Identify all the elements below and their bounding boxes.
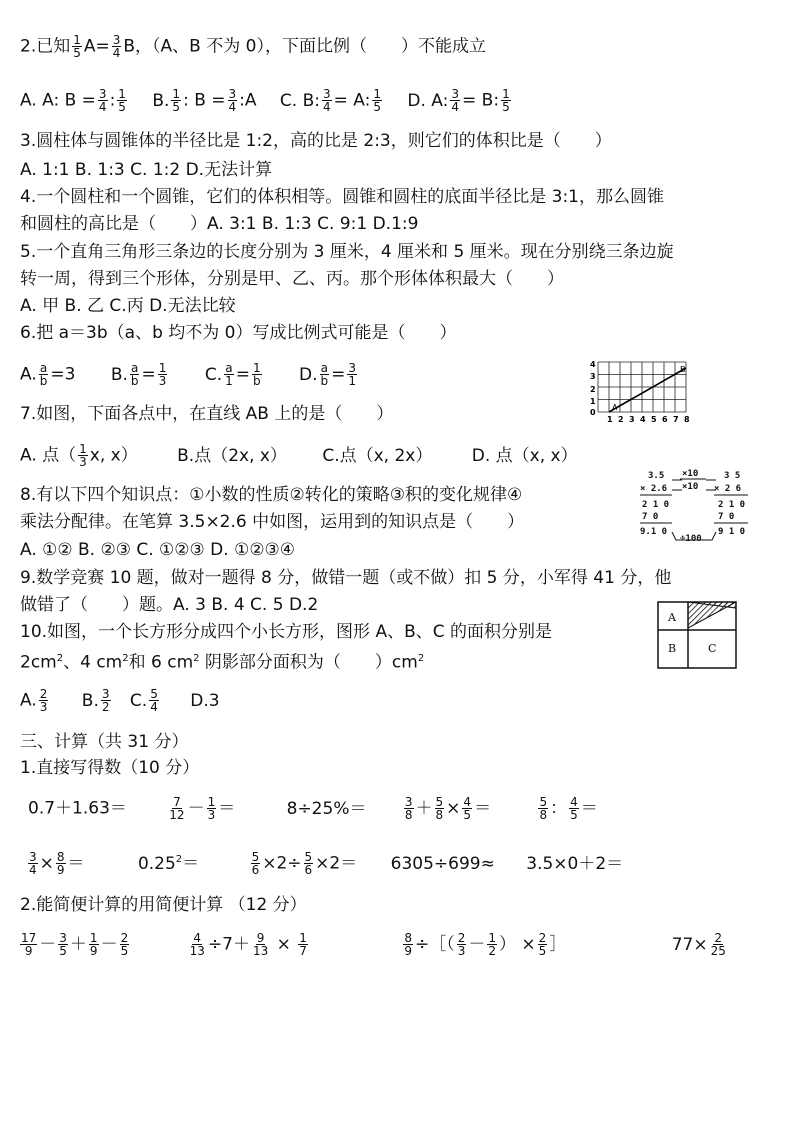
svg-text:×10: ×10 xyxy=(682,482,699,492)
multiplication-figure xyxy=(636,466,756,548)
svg-text:7: 7 xyxy=(673,415,679,424)
svg-text:7 0: 7 0 xyxy=(642,512,659,522)
question-10-options: A. $\frac{2}{3}$ B. $\frac{3}{2}$ C. $\frac{5}{4}$ D.3 xyxy=(20,687,220,714)
region-c-label: C xyxy=(708,642,717,655)
svg-text:9.1 0: 9.1 0 xyxy=(640,527,668,537)
calc-row-2: $\frac{3}{4}$ × $\frac{8}{9}$ ＝ $0.25^2=$ $\frac{5}{6}$ ×2÷ $\frac{5}{6}$ ×2＝ 6305÷699≈ 3.5×0＋2＝ xyxy=(29,850,624,878)
question-4-line1: 4.一个圆柱和一个圆锥，它们的体积相等。圆锥和圆柱的底面半径比是 3:1，那么圆锥 xyxy=(20,187,664,207)
svg-text:÷100: ÷100 xyxy=(680,534,702,544)
question-8-line2: 乘法分配律。在笔算 3.5×2.6 中如图，运用到的知识点是（ ） xyxy=(20,512,525,532)
section-3-title: 三、计算（共 31 分） xyxy=(20,732,189,752)
rectangle-figure xyxy=(656,600,738,670)
part-2-title: 2.能简便计算的用简便计算 （12 分） xyxy=(20,895,307,915)
part-1-title: 1.直接写得数（10 分） xyxy=(20,758,200,778)
svg-text:2: 2 xyxy=(590,385,596,394)
point-a-label: A xyxy=(612,403,618,412)
question-6-stem: 6.把 a＝3b（a、b 均不为 0）写成比例式可能是（ ） xyxy=(20,323,457,343)
svg-text:0: 0 xyxy=(590,408,596,417)
svg-text:3: 3 xyxy=(629,415,635,424)
region-b-label: B xyxy=(668,642,677,655)
svg-text:2 1 0: 2 1 0 xyxy=(642,500,670,510)
svg-text:7 0: 7 0 xyxy=(718,512,735,522)
question-7-stem: 7.如图，下面各点中，在直线 AB 上的是（ ） xyxy=(20,404,394,424)
svg-text:3 5: 3 5 xyxy=(724,471,741,481)
svg-text:6: 6 xyxy=(662,415,668,424)
question-7-options: A. 点（ $\frac{1}{3}$ x, x） B.点（2x, x） C.点（x, 2x） D. 点（x, x） xyxy=(20,442,578,469)
question-8-line1: 8.有以下四个知识点：①小数的性质②转化的策略③积的变化规律④ xyxy=(20,485,523,505)
coordinate-grid-figure xyxy=(588,358,698,424)
question-9-line1: 9.数学竞赛 10 题，做对一题得 8 分，做错一题（或不做）扣 5 分，小军得 41 分，他 xyxy=(20,568,672,588)
fraction: $\frac{3}{4}$ xyxy=(112,33,121,60)
svg-text:× 2.6: × 2.6 xyxy=(640,484,668,494)
svg-text:1: 1 xyxy=(607,415,613,424)
question-10-line1: 10.如图，一个长方形分成四个小长方形，图形 A、B、C 的面积分别是 xyxy=(20,622,553,642)
question-4-line2: 和圆柱的高比是（ ）A. 3:1 B. 1:3 C. 9:1 D.1:9 xyxy=(20,214,419,234)
svg-text:3.5: 3.5 xyxy=(648,471,665,481)
svg-text:2: 2 xyxy=(618,415,624,424)
question-5-options: A. 甲 B. 乙 C.丙 D.无法比较 xyxy=(20,296,236,316)
svg-text:2 1 0: 2 1 0 xyxy=(718,500,746,510)
svg-text:8: 8 xyxy=(684,415,690,424)
question-10-line2: $2cm^2$、4 $cm^2$和 6 $cm^2$ 阴影部分面积为（ ）$cm^2$ xyxy=(20,652,425,673)
question-5-line1: 5.一个直角三角形三条边的长度分别为 3 厘米，4 厘米和 5 厘米。现在分别绕三条边旋 xyxy=(20,242,674,262)
calc-row-1: 0.7＋1.63＝ $\frac{7}{12}$ － $\frac{1}{3}$ ＝ 8÷25%＝ $\frac{3}{8}$ ＋ $\frac{5}{8}$ × $\frac{4}{5}$ ＝ $\frac{5}{8}$ ： $\frac{4}{5}$ ＝ xyxy=(28,795,598,822)
question-6-options: A. $\frac{a}{b}$ =3 B. $\frac{a}{b}$ = $\frac{1}{3}$ C. $\frac{a}{1}$ = $\frac{1}{b}$ D. $\frac{a}{b}$ = $\frac{3}{1}$ xyxy=(20,361,357,388)
svg-text:9 1 0: 9 1 0 xyxy=(718,527,746,537)
region-a-label: A xyxy=(668,611,676,624)
svg-text:1: 1 xyxy=(590,397,596,406)
question-5-line2: 转一周，得到三个形体，分别是甲、乙、丙。那个形体体积最大（ ） xyxy=(20,269,564,289)
svg-text:×10: ×10 xyxy=(682,469,699,479)
point-b-label: B xyxy=(680,365,686,374)
svg-text:4: 4 xyxy=(590,360,596,369)
question-9-line2: 做错了（ ）题。A. 3 B. 4 C. 5 D.2 xyxy=(20,595,319,615)
question-3-options: A. 1:1 B. 1:3 C. 1:2 D.无法计算 xyxy=(20,160,273,180)
question-2-stem: 2.已知 $\frac{1}{5}$ A= $\frac{3}{4}$ B，（A、B 不为 0），下面比例（ ）不能成立 xyxy=(20,33,486,60)
svg-text:5: 5 xyxy=(651,415,657,424)
question-3-stem: 3.圆柱体与圆锥体的半径比是 1:2，高的比是 2:3，则它们的体积比是（ ） xyxy=(20,131,612,151)
svg-text:× 2 6: × 2 6 xyxy=(714,484,742,494)
question-2-options: A. A: B = $\frac{3}{4}$ : $\frac{1}{5}$ B. $\frac{1}{5}$ : B = $\frac{3}{4}$ :A C. B: $\frac{3}{4}$ = A: $\frac{1}{5}$ D. A: $\frac{3}{4}$ = B: $\frac{1}{5}$ xyxy=(20,87,510,114)
svg-text:4: 4 xyxy=(640,415,646,424)
simplify-row: $\frac{17}{9}$ － $\frac{3}{5}$ ＋ $\frac{1}{9}$ － $\frac{2}{5}$ $\frac{4}{13}$ ÷7＋ $\frac{9}{13}$ × $\frac{1}{7}$ $\frac{8}{9}$ ÷［（ $\frac{2}{3}$ － $\frac{1}{2}$ ） × $\frac{2}{5}$ ］ 77× $\frac{2}{25}$ xyxy=(21,931,726,958)
svg-text:3: 3 xyxy=(590,372,596,381)
fraction: $\frac{1}{5}$ xyxy=(73,33,81,60)
question-8-options: A. ①② B. ②③ C. ①②③ D. ①②③④ xyxy=(20,540,296,560)
